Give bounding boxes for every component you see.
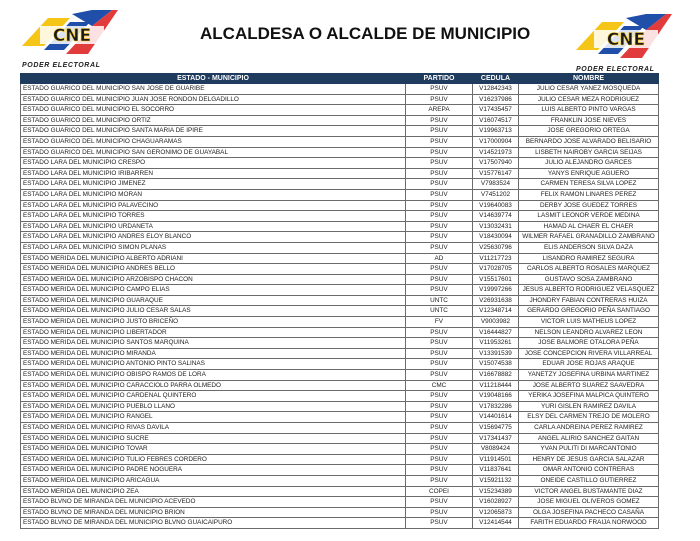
candidates-table [20,73,659,529]
svg-text:CNE: CNE [606,30,646,50]
partido-cell: PSUV [406,264,473,275]
nombre-cell: ELSY DEL CARMEN TREJO DE MOLERO [519,412,659,423]
nombre-cell: JULIO ALEJANDRO GARCES [519,158,659,169]
cedula-cell: V19997266 [473,285,519,296]
estado-municipio-cell: ESTADO LARA DEL MUNICIPIO IRIBARREN [21,168,406,179]
cedula-cell: V15074538 [473,359,519,370]
estado-municipio-cell: ESTADO MERIDA DEL MUNICIPIO CARDENAL QUINTERO [21,391,406,402]
nombre-cell: JOSE CONCEPCION RIVERA VILLARREAL [519,348,659,359]
nombre-cell: JOSE BALMORE OTALORA PEÑA [519,338,659,349]
table-row [21,391,659,402]
partido-cell: PSUV [406,475,473,486]
cedula-cell: V19640083 [473,200,519,211]
estado-municipio-cell: ESTADO GUARICO DEL MUNICIPIO JUAN JOSE RONDON DELGADILLO [21,94,406,105]
estado-municipio-cell: ESTADO LARA DEL MUNICIPIO SIMON PLANAS [21,242,406,253]
table-row [21,359,659,370]
cedula-cell: V12414544 [473,518,519,529]
partido-cell: PSUV [406,285,473,296]
partido-cell: PSUV [406,465,473,476]
partido-cell: PSUV [406,338,473,349]
cedula-cell: V17028705 [473,264,519,275]
nombre-cell: VICTOR LUIS MATHEUS LOPEZ [519,317,659,328]
table-row [21,486,659,497]
partido-cell: PSUV [406,412,473,423]
table-row [21,179,659,190]
nombre-cell: JOSE GREGORIO ORTEGA [519,126,659,137]
table-row [21,264,659,275]
partido-cell: PSUV [406,444,473,455]
table-row [21,84,659,95]
partido-cell: UNTC [406,295,473,306]
table-row [21,253,659,264]
table-row [21,147,659,158]
nombre-cell: HAMAD AL CHAER EL CHAER [519,221,659,232]
table-row [21,433,659,444]
estado-municipio-cell: ESTADO MERIDA DEL MUNICIPIO ALBERTO ADRIANI [21,253,406,264]
nombre-cell: JESUS ALBERTO RODRIGUEZ VELASQUEZ [519,285,659,296]
nombre-cell: OMAR ANTONIO CONTRERAS [519,465,659,476]
estado-municipio-cell: ESTADO MERIDA DEL MUNICIPIO CAMPO ELIAS [21,285,406,296]
cedula-cell: V7451202 [473,189,519,200]
partido-cell: AREPA [406,105,473,116]
table-row [21,475,659,486]
estado-municipio-cell: ESTADO MERIDA DEL MUNICIPIO TOVAR [21,444,406,455]
cedula-cell: V11914501 [473,454,519,465]
partido-cell: PSUV [406,126,473,137]
table-row [21,211,659,222]
estado-municipio-cell: ESTADO BLVNO DE MIRANDA DEL MUNICIPIO ACEVEDO [21,497,406,508]
estado-municipio-cell: ESTADO MERIDA DEL MUNICIPIO RIVAS DAVILA [21,423,406,434]
table-body [21,84,659,529]
estado-municipio-cell: ESTADO MERIDA DEL MUNICIPIO OBISPO RAMOS DE LORA [21,370,406,381]
estado-municipio-cell: ESTADO LARA DEL MUNICIPIO ANDRES ELOY BLANCO [21,232,406,243]
estado-municipio-cell: ESTADO LARA DEL MUNICIPIO PALAVECINO [21,200,406,211]
table-row [21,327,659,338]
cedula-cell: V17000904 [473,136,519,147]
partido-cell: CMC [406,380,473,391]
table-row [21,221,659,232]
table-row [21,242,659,253]
estado-municipio-cell: ESTADO MERIDA DEL MUNICIPIO ARZOBISPO CHACON [21,274,406,285]
partido-cell: PSUV [406,94,473,105]
partido-cell: PSUV [406,359,473,370]
cedula-cell: V18430094 [473,232,519,243]
partido-cell: FV [406,317,473,328]
cedula-cell: V16678882 [473,370,519,381]
estado-municipio-cell: ESTADO MERIDA DEL MUNICIPIO RANGEL [21,412,406,423]
nombre-cell: VICTOR ANGEL BUSTAMANTE DIAZ [519,486,659,497]
partido-cell: PSUV [406,147,473,158]
partido-cell: PSUV [406,497,473,508]
estado-municipio-cell: ESTADO LARA DEL MUNICIPIO MORAN [21,189,406,200]
partido-cell: PSUV [406,136,473,147]
estado-municipio-cell: ESTADO LARA DEL MUNICIPIO CRESPO [21,158,406,169]
cedula-cell: V14401614 [473,412,519,423]
partido-cell: PSUV [406,433,473,444]
nombre-cell: EDUAR JOSE ROJAS ARAQUE [519,359,659,370]
table-row [21,338,659,349]
nombre-cell: YANETZY JOSEFINA URBINA MARTINEZ [519,370,659,381]
table-row [21,370,659,381]
cedula-cell: V19048166 [473,391,519,402]
nombre-cell: CARMEN TERESA SILVA LOPEZ [519,179,659,190]
cedula-cell: V14521973 [473,147,519,158]
partido-cell: PSUV [406,518,473,529]
table-row [21,200,659,211]
nombre-cell: ELIS ANDERSON SILVA DAZA [519,242,659,253]
cedula-cell: V11218444 [473,380,519,391]
estado-municipio-cell: ESTADO GUARICO DEL MUNICIPIO SANTA MARIA DE IPIRE [21,126,406,137]
table-row [21,274,659,285]
cedula-cell: V7983524 [473,179,519,190]
cedula-cell: V15694775 [473,423,519,434]
partido-cell: COPEI [406,486,473,497]
nombre-cell: DERBY JOSE GUEDEZ TORRES [519,200,659,211]
estado-municipio-cell: ESTADO MERIDA DEL MUNICIPIO PUEBLO LLANO [21,401,406,412]
cne-logo-right [572,8,682,76]
svg-text:CNE: CNE [52,26,92,46]
nombre-cell: BERNARDO JOSE ALVARADO BELISARIO [519,136,659,147]
table-row [21,317,659,328]
estado-municipio-cell: ESTADO MERIDA DEL MUNICIPIO PADRE NOGUERA [21,465,406,476]
estado-municipio-cell: ESTADO MERIDA DEL MUNICIPIO ANTONIO PINTO SALINAS [21,359,406,370]
nombre-cell: GERARDO GREGORIO PEÑA SANTIAGO [519,306,659,317]
partido-cell: PSUV [406,189,473,200]
cedula-cell: V15234389 [473,486,519,497]
table-row [21,158,659,169]
cedula-cell: V16237986 [473,94,519,105]
estado-municipio-cell: ESTADO MERIDA DEL MUNICIPIO SANTOS MARQUINA [21,338,406,349]
cedula-cell: V12348714 [473,306,519,317]
estado-municipio-cell: ESTADO MERIDA DEL MUNICIPIO CARACCIOLO PARRA OLMEDO [21,380,406,391]
cedula-cell: V26931638 [473,295,519,306]
partido-cell: PSUV [406,242,473,253]
cedula-cell: V14639774 [473,211,519,222]
nombre-cell: YERIKA JOSEFINA MALPICA QUINTERO [519,391,659,402]
estado-municipio-cell: ESTADO GUARICO DEL MUNICIPIO SAN JOSE DE GUARIBE [21,84,406,95]
cedula-cell: V17507940 [473,158,519,169]
estado-municipio-cell: ESTADO BLVNO DE MIRANDA DEL MUNICIPIO BRION [21,507,406,518]
nombre-cell: JHONDRY FABIAN CONTRERAS HUIZA [519,295,659,306]
nombre-cell: JULIO CESAR YANEZ MOSQUEDA [519,84,659,95]
estado-municipio-cell: ESTADO LARA DEL MUNICIPIO URDANETA [21,221,406,232]
partido-cell: PSUV [406,401,473,412]
table-row [21,412,659,423]
partido-cell: PSUV [406,391,473,402]
estado-municipio-cell: ESTADO MERIDA DEL MUNICIPIO JUSTO BRICEÑO [21,317,406,328]
nombre-cell: LASMIT LEONOR VERDE MEDINA [519,211,659,222]
partido-cell: PSUV [406,327,473,338]
cedula-cell: V16074517 [473,115,519,126]
cedula-cell: V17435457 [473,105,519,116]
cne-logo-left [18,4,128,72]
estado-municipio-cell: ESTADO MERIDA DEL MUNICIPIO GUARAQUE [21,295,406,306]
column-header-nombre: NOMBRE [519,74,659,84]
table-row [21,348,659,359]
partido-cell: UNTC [406,306,473,317]
table-row [21,465,659,476]
column-header-estado-municipio: ESTADO - MUNICIPIO [21,74,406,84]
nombre-cell: LISBETH NAIROBY GARCIA SEIJAS [519,147,659,158]
nombre-cell: JOSE MIGUEL OLIVEROS GOMEZ [519,497,659,508]
nombre-cell: YANYS ENRIQUE AGUERO [519,168,659,179]
partido-cell: PSUV [406,200,473,211]
cedula-cell: V13391539 [473,348,519,359]
table-row [21,380,659,391]
cedula-cell: V17341437 [473,433,519,444]
estado-municipio-cell: ESTADO MERIDA DEL MUNICIPIO MIRANDA [21,348,406,359]
estado-municipio-cell: ESTADO MERIDA DEL MUNICIPIO ZEA [21,486,406,497]
partido-cell: PSUV [406,221,473,232]
table-row [21,285,659,296]
table-row [21,136,659,147]
estado-municipio-cell: ESTADO MERIDA DEL MUNICIPIO ANDRES BELLO [21,264,406,275]
partido-cell: PSUV [406,507,473,518]
estado-municipio-cell: ESTADO MERIDA DEL MUNICIPIO JULIO CESAR SALAS [21,306,406,317]
partido-cell: PSUV [406,158,473,169]
estado-municipio-cell: ESTADO LARA DEL MUNICIPIO TORRES [21,211,406,222]
estado-municipio-cell: ESTADO GUARICO DEL MUNICIPIO ORTIZ [21,115,406,126]
column-header-cedula: CEDULA [473,74,519,84]
estado-municipio-cell: ESTADO MERIDA DEL MUNICIPIO ARICAGUA [21,475,406,486]
partido-cell: PSUV [406,348,473,359]
estado-municipio-cell: ESTADO LARA DEL MUNICIPIO JIMENEZ [21,179,406,190]
cedula-cell: V15921132 [473,475,519,486]
cedula-cell: V25630796 [473,242,519,253]
nombre-cell: OLGA JOSEFINA PACHECO CASAÑA [519,507,659,518]
partido-cell: PSUV [406,84,473,95]
table-header-row [21,74,659,84]
nombre-cell: LUIS ALBERTO PINTO VARGAS [519,105,659,116]
partido-cell: PSUV [406,179,473,190]
table-row [21,497,659,508]
cedula-cell: V12842343 [473,84,519,95]
table-row [21,105,659,116]
table-row [21,401,659,412]
nombre-cell: ONEIDE CASTILLO GUTIERREZ [519,475,659,486]
estado-municipio-cell: ESTADO MERIDA DEL MUNICIPIO LIBERTADOR [21,327,406,338]
table-row [21,168,659,179]
partido-cell: PSUV [406,423,473,434]
nombre-cell: HENRY DE JESUS GARCIA SALAZAR [519,454,659,465]
estado-municipio-cell: ESTADO MERIDA DEL MUNICIPIO SUCRE [21,433,406,444]
partido-cell: AD [406,253,473,264]
nombre-cell: FRANKLIN JOSE NIEVES [519,115,659,126]
table-row [21,454,659,465]
estado-municipio-cell: ESTADO MERIDA DEL MUNICIPIO TULIO FEBRES CORDERO [21,454,406,465]
nombre-cell: FELIX RAMON LINARES PEREZ [519,189,659,200]
table-row [21,423,659,434]
partido-cell: PSUV [406,168,473,179]
partido-cell: PSUV [406,211,473,222]
partido-cell: PSUV [406,232,473,243]
nombre-cell: WILMER RAFAEL GRANADILLO ZAMBRANO [519,232,659,243]
nombre-cell: JULIO CESAR MEZA RODRIGUEZ [519,94,659,105]
cedula-cell: V15517601 [473,274,519,285]
table-row [21,189,659,200]
cedula-cell: V11837641 [473,465,519,476]
cne-logo-icon [572,8,682,66]
estado-municipio-cell: ESTADO BLVNO DE MIRANDA DEL MUNICIPIO BLVNO GUAICAIPURO [21,518,406,529]
nombre-cell: LISANDRO RAMIREZ SEGURA [519,253,659,264]
estado-municipio-cell: ESTADO GUARICO DEL MUNICIPIO SAN GERONIMO DE GUAYABAL [21,147,406,158]
logo-caption: PODER ELECTORAL [22,62,101,69]
partido-cell: PSUV [406,115,473,126]
partido-cell: PSUV [406,454,473,465]
cedula-cell: V12065873 [473,507,519,518]
table-row [21,94,659,105]
cedula-cell: V11953261 [473,338,519,349]
nombre-cell: YURI GISLEN RAMIREZ DAVILA [519,401,659,412]
table-row [21,232,659,243]
nombre-cell: NELSON LEANDRO ALVAREZ LEON [519,327,659,338]
estado-municipio-cell: ESTADO GUARICO DEL MUNICIPIO EL SOCORRO [21,105,406,116]
column-header-partido: PARTIDO [406,74,473,84]
nombre-cell: CARLA ANDREINA PEREZ RAMIREZ [519,423,659,434]
table-row [21,306,659,317]
page-title: ALCALDESA O ALCALDE DE MUNICIPIO [200,24,531,43]
cne-logo-icon [18,4,128,62]
cedula-cell: V8089424 [473,444,519,455]
partido-cell: PSUV [406,274,473,285]
table-row [21,115,659,126]
partido-cell: PSUV [406,370,473,381]
cedula-cell: V13032431 [473,221,519,232]
table-row [21,444,659,455]
estado-municipio-cell: ESTADO GUARICO DEL MUNICIPIO CHAGUARAMAS [21,136,406,147]
cedula-cell: V11217723 [473,253,519,264]
nombre-cell: YVAN PULITI DI MARCANTONIO [519,444,659,455]
logo-caption: PODER ELECTORAL [576,66,655,73]
cedula-cell: V19963713 [473,126,519,137]
cedula-cell: V16028927 [473,497,519,508]
cedula-cell: V15776147 [473,168,519,179]
table-row [21,126,659,137]
nombre-cell: FARITH EDUARDO FRAIJA NORWOOD [519,518,659,529]
nombre-cell: ANGEL ALIRIO SANCHEZ GAITAN [519,433,659,444]
table-row [21,507,659,518]
nombre-cell: GUSTAVO SOSA ZAMBRANO [519,274,659,285]
table-row [21,518,659,529]
cedula-cell: V9003982 [473,317,519,328]
table-row [21,295,659,306]
cedula-cell: V17832286 [473,401,519,412]
cedula-cell: V16444827 [473,327,519,338]
nombre-cell: CARLOS ALBERTO ROSALES MARQUEZ [519,264,659,275]
nombre-cell: JOSE ALBERTO SUAREZ SAAVEDRA [519,380,659,391]
